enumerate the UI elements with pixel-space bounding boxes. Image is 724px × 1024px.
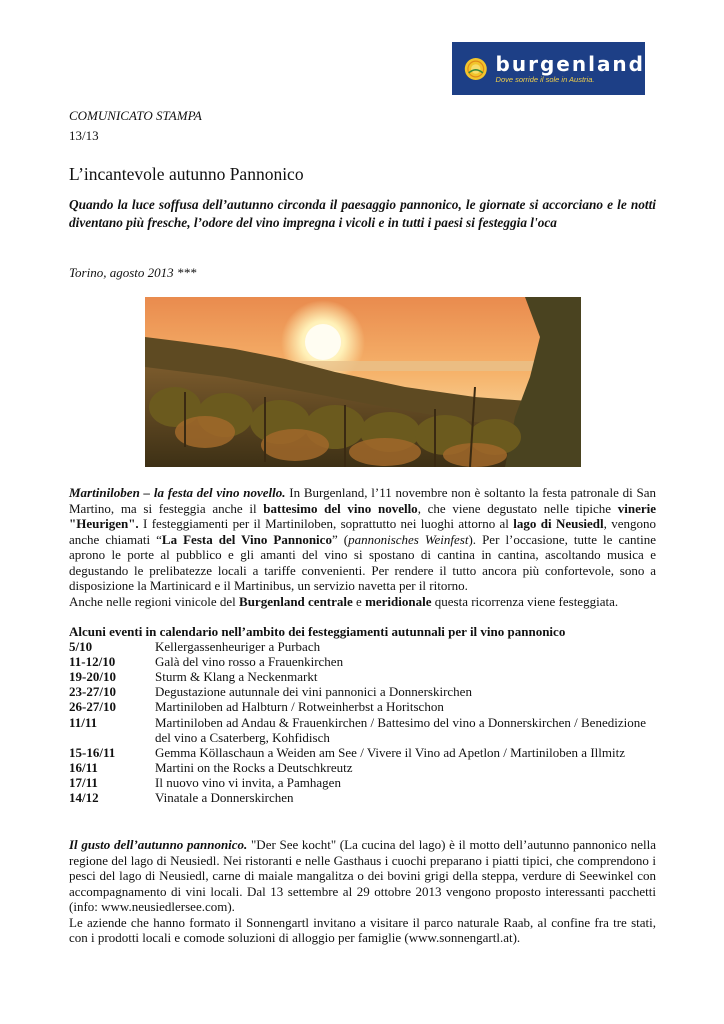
event-date: 17/11 [69, 774, 98, 790]
event-text: Vinatale a Donnerskirchen [155, 790, 294, 806]
event-date: 11-12/10 [69, 654, 116, 670]
event-text: Gemma Köllaschaun a Weiden am See / Vivere il Vino ad Apetlon / Martiniloben a Illmitz [155, 744, 625, 760]
vineyard-illustration [145, 297, 581, 467]
event-date: 16/11 [69, 759, 98, 775]
sun-icon [464, 54, 488, 84]
regions-text-1: Anche nelle regioni vinicole del [69, 593, 240, 609]
martiniloben-text-4: , vengono anche chiamati “ [69, 516, 656, 547]
martiniloben-paragraph [69, 485, 656, 609]
event-row [69, 745, 659, 760]
gusto-paragraph [69, 837, 656, 946]
event-date: 15-16/11 [69, 744, 116, 760]
martiniloben-text-2: , che viene degustato nelle tipiche [417, 500, 618, 516]
press-label: COMUNICATO STAMPA [69, 108, 202, 123]
regions-bold-1: Burgenland centrale [239, 593, 353, 609]
martiniloben-bold-4: La Festa del Vino Pannonico [161, 531, 332, 547]
event-row [69, 790, 659, 805]
event-text: Il nuovo vino vi invita, a Pamhagen [155, 774, 341, 790]
event-row [69, 669, 659, 684]
martiniloben-italic-1: pannonisches Weinfest [348, 531, 469, 547]
dateline: Torino, agosto 2013 *** [69, 265, 197, 280]
event-row [69, 699, 659, 714]
event-row [69, 715, 659, 745]
event-date: 19-20/10 [69, 669, 116, 685]
event-text: Martiniloben ad Andau & Frauenkirchen / Battesimo del vino a Donnerskirchen / Benedizione del vino a Csaterberg, Kohfidisch [155, 714, 646, 745]
page-title: L’incantevole autunno Pannonico [69, 164, 304, 184]
martiniloben-heading: Martiniloben – la festa del vino novello. [69, 485, 286, 500]
events-list [69, 624, 659, 805]
burgenland-logo [452, 42, 645, 95]
logo-tagline: Dove sorride il sole in Austria. [495, 75, 595, 84]
event-text: Sturm & Klang a Neckenmarkt [155, 669, 318, 685]
martiniloben-text-3: I festeggiamenti per il Martiniloben, soprattutto nei luoghi attorno al [138, 516, 514, 531]
event-row [69, 775, 659, 790]
page-number: 13/13 [69, 128, 99, 143]
event-text: Martini on the Rocks a Deutschkreutz [155, 759, 353, 775]
event-text: Kellergassenheuriger a Purbach [155, 639, 321, 655]
event-date: 14/12 [69, 790, 99, 806]
regions-text-2: e [352, 593, 366, 609]
event-date: 5/10 [69, 639, 93, 655]
event-date: 23-27/10 [69, 684, 116, 700]
event-row [69, 654, 659, 669]
event-row [69, 760, 659, 775]
martiniloben-text-6: ). Per l’occasione, tutte le cantine aprono le porte al pubblico e gli amanti del vino si spostano di cantina in cantina, ascoltando musica e degustando le prelibatezze locali a tariffe convenienti. Per rendere il tutto ancora più confortevole, sono a disposizione la Martinicard e il Martinibus, un servizio navetta per il ritorno. [69, 531, 656, 593]
gusto-text: "Der See kocht" (La cucina del lago) è il motto dell’autunno pannonico nella regione del lago di Neusiedl. Nei ristoranti e nelle Gasthaus i cuochi preparano i piatti tipici, che comprendono i pesci del lago di Neusiedl, carne di maiale mangalitza o dei bovini grigi della steppa, verdure di Seewinkel con accompagnamento di vini locali. Dal 13 settembre al 29 ottobre 2013 vengono proposto interessanti pacchetti (info: www.neusiedlersee.com). [69, 837, 656, 914]
martiniloben-bold-2: vinerie "Heurigen". [69, 500, 656, 531]
logo-brand: burgenland [495, 52, 645, 76]
lead-paragraph: Quando la luce soffusa dell’autunno circonda il paesaggio pannonico, le giornate si accorciano e le notti diventano più fresche, l’odore del vino impregna i vicoli e in tutti i paesi si festeggia l'oca [69, 197, 656, 230]
event-text: Martiniloben ad Halbturn / Rotweinherbst a Horitschon [155, 699, 444, 715]
martiniloben-text-5: ” ( [331, 531, 349, 547]
event-text: Galà del vino rosso a Frauenkirchen [155, 654, 344, 670]
regions-text-3: questa ricorrenza viene festeggiata. [431, 593, 619, 609]
martiniloben-text-1: In Burgenland, l’11 novembre non è soltanto la festa patronale di San Martino, ma si festeggia anche il [69, 485, 656, 516]
vineyard-sunset-photo [145, 297, 581, 467]
event-row [69, 684, 659, 699]
event-row [69, 639, 659, 654]
event-date: 26-27/10 [69, 699, 116, 715]
event-date: 11/11 [69, 714, 98, 730]
regions-bold-2: meridionale [365, 593, 432, 609]
events-heading: Alcuni eventi in calendario nell’ambito dei festeggiamenti autunnali per il vino pannonico [69, 624, 566, 639]
martiniloben-bold-3: lago di Neusiedl [513, 516, 604, 531]
sonnengartl-text: Le aziende che hanno formato il Sonnengartl invitano a visitare il parco naturale Raab, al confine fra tre stati, con i prodotti locali e comode soluzioni di alloggio per famiglie (www.sonnengartl.at). [69, 914, 656, 945]
martiniloben-bold-1: battesimo del vino novello [263, 500, 418, 516]
gusto-heading: Il gusto dell’autunno pannonico. [69, 837, 248, 852]
event-text: Degustazione autunnale dei vini pannonici a Donnerskirchen [155, 684, 472, 700]
